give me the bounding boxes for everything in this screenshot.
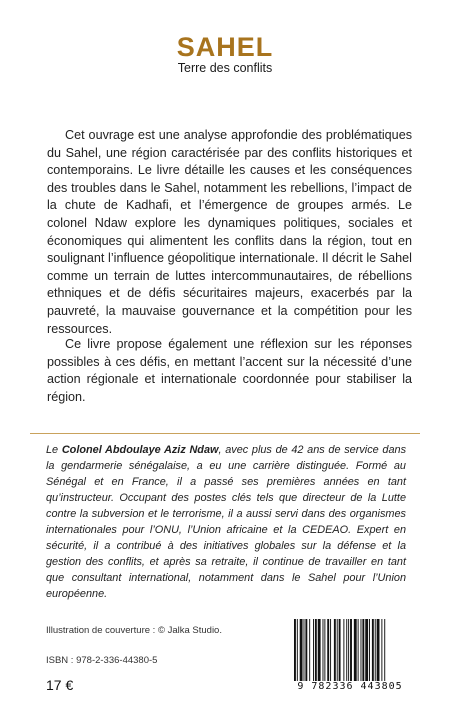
barcode-bar [330, 619, 331, 681]
barcode-bar [348, 619, 349, 681]
barcode-bar [369, 619, 370, 681]
barcode-bar [362, 619, 364, 681]
barcode-bar [324, 619, 325, 681]
barcode-bar [297, 619, 298, 681]
author-name: Colonel Abdoulaye Aziz Ndaw [61, 444, 219, 456]
barcode-bar [318, 619, 321, 681]
barcode-bar [372, 619, 374, 681]
barcode-bar [361, 619, 362, 681]
barcode-bar [337, 619, 338, 681]
illustration-credit: Illustration de couverture : © Jalka Studio. [46, 625, 222, 636]
barcode-bar [346, 619, 347, 681]
barcode-bar [334, 619, 336, 681]
barcode-bar [365, 619, 368, 681]
barcode-bar [313, 619, 314, 681]
isbn: ISBN : 978-2-336-44380-5 [46, 655, 158, 666]
barcode-bar [375, 619, 376, 681]
book-title: SAHEL [176, 32, 274, 62]
barcode-bar [354, 619, 357, 681]
author-bio [30, 442, 420, 602]
price: 17 € [46, 677, 74, 693]
barcode-bar [309, 619, 310, 681]
barcode-digits: 9 782336 443805 [288, 681, 412, 692]
description-paragraph-2: Ce livre propose également une réflexion sur les réponses possibles à ces défis, en mettant l’accent sur la nécessité d’une action régionale et internationale coordonnée pour stabiliser la région. [47, 337, 412, 404]
barcode-bar [304, 619, 305, 681]
barcode-bar [327, 619, 329, 681]
author-bio-section [30, 433, 420, 602]
author-prefix: Le [46, 444, 62, 456]
barcode-bar [384, 619, 385, 681]
book-subtitle: Terre des conflits [177, 61, 273, 75]
author-bio-text: , avec plus de 42 ans de service dans la gendarmerie sénégalaise, a eu une carrière distinguée. Formé au Sénégal et en France, il a passé ses premières années en tant qu’instructeur. Occupant des postes clés tels que directeur de la Lutte contre la subversion et le terrorisme, il a aussi servi dans des organismes internationales pour l’ONU, l’Union africaine et la CEDEAO. Expert en sécurité, il a contribué à des initiatives globales sur la défense et la gestion des conflits, et après sa retraite, il continue de travailler en tant que consultant international, notamment dans le Sahel pour l’Union européenne. [46, 444, 407, 600]
barcode-bar [381, 619, 382, 681]
barcode-bar [305, 619, 307, 681]
description-paragraph-1: Cet ouvrage est une analyse approfondie des problématiques du Sahel, une région caractérisée par des conflits historiques et contemporains. Le livre détaille les causes et les conséquences des troubles dans le Sahel, notamment les rebellions, l’impact de la chute de Kadhafi, et l’émergence de groupes armés. Le colonel Ndaw explore les dynamiques politiques, sociales et économiques qui alimentent les conflits dans la région, tout en soulignant l’influence géopolitique internationale. Il décrit le Sahel comme un terrain de luttes intercommunautaires, de rébellions ethniques et de défis sécuritaires majeurs, exacerbés par la pauvreté, la mauvaise gouvernance et la compétition pour les ressources. [47, 128, 412, 336]
barcode-bar [339, 619, 341, 681]
barcode-bar [377, 619, 380, 681]
barcode-bar [315, 619, 317, 681]
barcode-bar [294, 619, 296, 681]
barcode-bar [358, 619, 359, 681]
barcode-bar [343, 619, 344, 681]
barcode-bar [323, 619, 324, 681]
barcode-bar [300, 619, 303, 681]
barcode-bar [350, 619, 352, 681]
